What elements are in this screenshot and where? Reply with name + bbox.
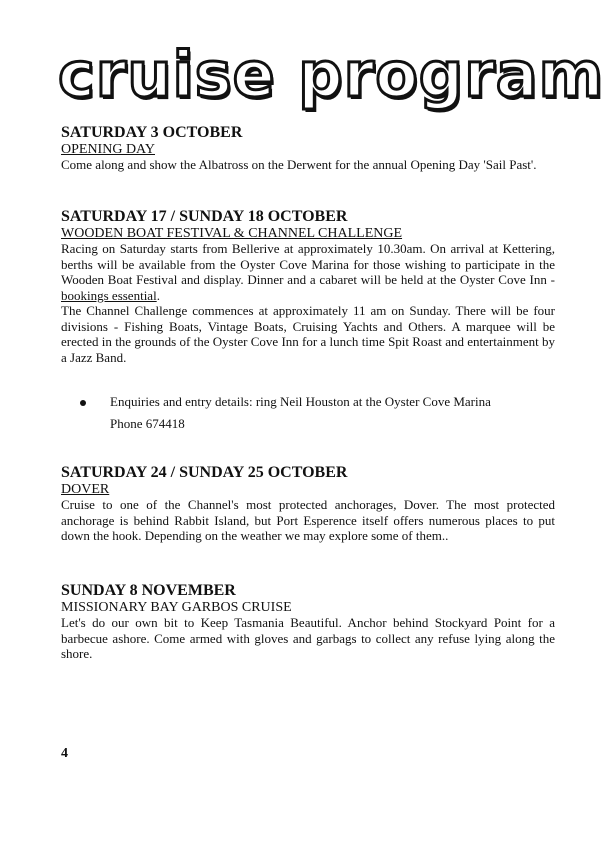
- event-opening-day: [61, 124, 555, 173]
- event-description: [61, 241, 555, 303]
- description-text: Racing on Saturday starts from Bellerive at approximately 10.30am. On arrival at Kettering, berths will be available from the Oyster Cove Marina for those wishing to participate in the Wooden Boat Festival and display. Dinner and a cabaret will be held at the Oyster Cove Inn -: [61, 241, 555, 287]
- event-name: MISSIONARY BAY GARBOS CRUISE: [61, 600, 292, 615]
- event-missionary-bay: [61, 582, 555, 662]
- event-wooden-boat-festival: [61, 208, 555, 365]
- enquiries-bullet: [80, 391, 560, 435]
- event-date: SUNDAY 8 NOVEMBER: [61, 582, 236, 599]
- phone-line: Phone 674418: [110, 416, 185, 431]
- bullet-icon: [80, 400, 86, 406]
- event-date: SATURDAY 17 / SUNDAY 18 OCTOBER: [61, 208, 348, 225]
- page-number: 4: [61, 746, 68, 761]
- event-description: Come along and show the Albatross on the Derwent for the annual Opening Day 'Sail Past'.: [61, 157, 537, 172]
- event-dover: [61, 464, 555, 544]
- event-description: Cruise to one of the Channel's most protected anchorages, Dover. The most protected anchorage is behind Rabbit Island, but Port Esperence itself offers numerous places to put down the hook. Depending on the weather we may explore some of them..: [61, 497, 555, 543]
- event-description-2: The Channel Challenge commences at approximately 11 am on Sunday. There will be four divisions - Fishing Boats, Vintage Boats, Cruising Yachts and Others. A marquee will be erected in the grounds of the Oyster Cove Inn for a lunch time Spit Roast and entertainment by a Jazz Band.: [61, 303, 555, 365]
- page-title: cruise program: [58, 38, 605, 111]
- event-name: OPENING DAY: [61, 142, 155, 157]
- bookings-essential-note: bookings essential: [61, 287, 157, 303]
- event-name: DOVER: [61, 482, 110, 497]
- event-description: Let's do our own bit to Keep Tasmania Beautiful. Anchor behind Stockyard Point for a barbecue ashore. Come armed with gloves and garbags to collect any refuse lying along the shore.: [61, 615, 555, 661]
- description-period: .: [156, 287, 160, 303]
- event-name: WOODEN BOAT FESTIVAL & CHANNEL CHALLENGE: [61, 226, 403, 241]
- enquiries-line: Enquiries and entry details: ring Neil Houston at the Oyster Cove Marina: [110, 394, 491, 409]
- event-date: SATURDAY 3 OCTOBER: [61, 124, 243, 141]
- event-date: SATURDAY 24 / SUNDAY 25 OCTOBER: [61, 464, 348, 481]
